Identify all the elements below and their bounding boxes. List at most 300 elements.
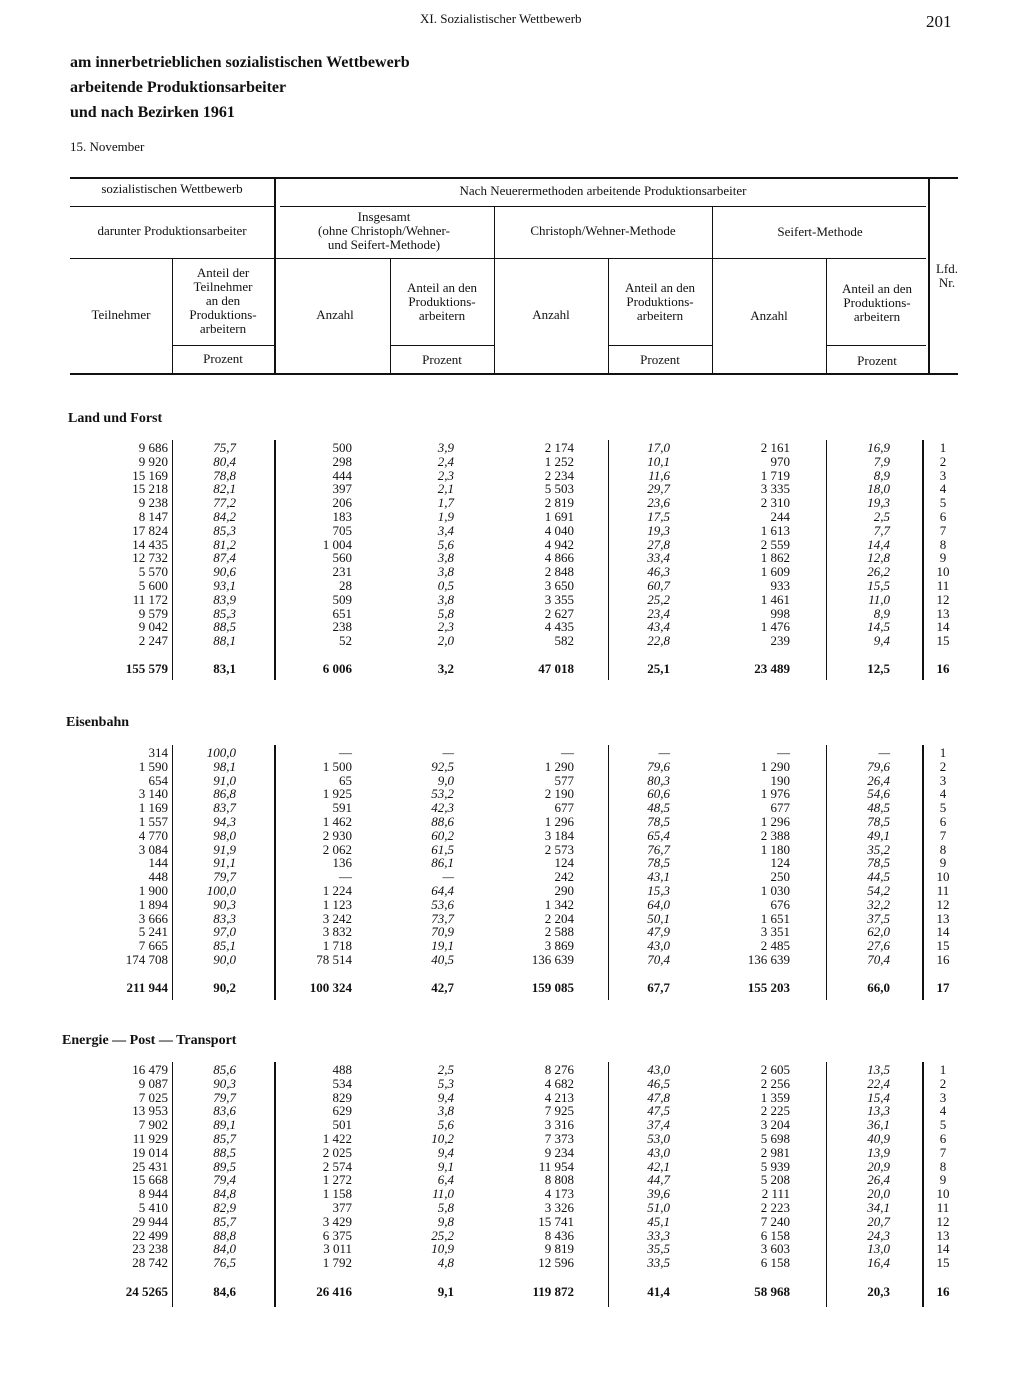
cell-lfd-nr: 13 — [936, 605, 950, 621]
cell-teilnehmer: 5 600 — [138, 578, 168, 593]
cell-insgesamt-anteil: 9,4 — [437, 1144, 454, 1160]
cell-christoph-anzahl: 2 174 — [544, 440, 574, 455]
cell-insgesamt-anteil: 5,6 — [437, 536, 454, 552]
body-divider-s3-lfd — [922, 1062, 924, 1307]
cell-christoph-anteil: 25,2 — [647, 591, 670, 607]
cell-anteil-teilnehmer: 98,1 — [213, 758, 236, 774]
cell-lfd-nr: 14 — [936, 619, 950, 635]
cell-anteil-teilnehmer: 93,1 — [213, 578, 236, 593]
anteil-3-line-3: arbeitern — [853, 309, 901, 324]
cell-anteil-teilnehmer: 85,6 — [213, 1062, 236, 1077]
cell-teilnehmer: 15 169 — [132, 467, 168, 483]
total-cell-teilnehmer: 24 5265 — [125, 1284, 168, 1299]
cell-insgesamt-anteil: 9,4 — [437, 1089, 454, 1105]
cell-teilnehmer: 9 042 — [138, 619, 168, 635]
cell-teilnehmer: 25 431 — [132, 1158, 168, 1174]
cell-teilnehmer: 3 666 — [138, 910, 168, 926]
total-cell-seifert-anteil: 20,3 — [867, 1284, 890, 1299]
cell-insgesamt-anzahl: 1 123 — [322, 896, 352, 912]
cell-seifert-anzahl: 998 — [770, 605, 790, 621]
cell-anteil-teilnehmer: 88,1 — [213, 633, 236, 649]
cell-insgesamt-anteil: 42,3 — [431, 800, 454, 816]
cell-insgesamt-anteil: 64,4 — [431, 883, 454, 898]
cell-insgesamt-anteil: 86,1 — [431, 855, 454, 871]
cell-seifert-anzahl: 676 — [770, 896, 790, 912]
total-cell-insgesamt-anteil: 3,2 — [437, 661, 454, 676]
cell-seifert-anzahl: 3 603 — [760, 1241, 790, 1257]
cell-christoph-anzahl: 1 691 — [544, 509, 574, 524]
cell-seifert-anteil: 26,4 — [867, 1172, 890, 1188]
anteil-1-line-1: Anteil an den — [406, 280, 478, 295]
cell-insgesamt-anzahl: 2 062 — [322, 841, 352, 857]
anteil-t-line-1: Anteil der — [196, 265, 250, 280]
anteil-1-line-3: arbeitern — [418, 308, 466, 323]
cell-christoph-anzahl: 3 650 — [544, 578, 574, 593]
cell-seifert-anzahl: 3 204 — [760, 1117, 790, 1133]
cell-anteil-teilnehmer: 89,1 — [213, 1117, 236, 1133]
cell-insgesamt-anteil: 5,6 — [437, 1117, 454, 1133]
prozent-label-3: Prozent — [640, 352, 680, 367]
cell-teilnehmer: 5 241 — [138, 924, 168, 940]
cell-teilnehmer: 1 894 — [138, 896, 168, 912]
cell-lfd-nr: 7 — [939, 522, 947, 538]
cell-teilnehmer: 11 172 — [132, 591, 168, 607]
cell-anteil-teilnehmer: 85,3 — [213, 522, 236, 538]
cell-lfd-nr: 13 — [936, 910, 950, 926]
cell-lfd-nr: 1 — [939, 745, 947, 760]
header-lfd-nr — [930, 262, 964, 290]
cell-seifert-anzahl: 1 461 — [760, 591, 790, 607]
cell-seifert-anzahl: 2 559 — [760, 536, 790, 552]
total-cell-christoph-anzahl: 159 085 — [531, 980, 574, 995]
cell-teilnehmer: 15 668 — [132, 1172, 168, 1188]
cell-seifert-anteil: 24,3 — [867, 1227, 890, 1243]
cell-teilnehmer: 654 — [148, 772, 168, 788]
cell-christoph-anzahl: 2 627 — [544, 605, 574, 621]
cell-anteil-teilnehmer: 83,6 — [213, 1103, 236, 1119]
cell-seifert-anzahl: 2 485 — [760, 938, 790, 954]
cell-teilnehmer: 29 944 — [132, 1213, 168, 1229]
cell-christoph-anzahl: 9 819 — [544, 1241, 574, 1257]
cell-lfd-nr: 3 — [939, 1089, 947, 1105]
cell-anteil-teilnehmer: 89,5 — [213, 1158, 236, 1174]
cell-seifert-anzahl: 136 639 — [747, 952, 790, 967]
cell-christoph-anteil: 60,6 — [647, 786, 670, 802]
cell-insgesamt-anzahl: 705 — [332, 522, 352, 538]
cell-insgesamt-anteil: — — [442, 869, 454, 885]
cell-christoph-anteil: 11,6 — [648, 467, 670, 483]
total-cell-insgesamt-anzahl: 100 324 — [309, 980, 352, 995]
cell-christoph-anzahl: 3 355 — [544, 591, 574, 607]
prozent-label-2: Prozent — [422, 352, 462, 367]
cell-christoph-anteil: 43,0 — [647, 1062, 670, 1077]
cell-insgesamt-anteil: 88,6 — [431, 814, 454, 829]
cell-seifert-anteil: 37,5 — [867, 910, 890, 926]
cell-christoph-anteil: 70,4 — [647, 952, 670, 967]
cell-insgesamt-anteil: 9,1 — [437, 1158, 454, 1174]
cell-lfd-nr: 13 — [936, 1227, 950, 1243]
cell-seifert-anzahl: 2 225 — [760, 1103, 790, 1119]
cell-christoph-anzahl: 677 — [554, 800, 574, 816]
cell-seifert-anzahl: 1 180 — [760, 841, 790, 857]
cell-lfd-nr: 6 — [939, 509, 947, 524]
cell-seifert-anteil: 13,3 — [867, 1103, 890, 1119]
cell-christoph-anteil: 43,4 — [647, 619, 670, 635]
cell-teilnehmer: 1 169 — [138, 800, 168, 816]
cell-teilnehmer: 448 — [148, 869, 168, 885]
header-anteil-teilnehmer — [172, 266, 274, 336]
header-anzahl-3: Anzahl — [750, 308, 788, 323]
cell-insgesamt-anzahl: 651 — [332, 605, 352, 621]
cell-christoph-anzahl: 242 — [554, 869, 574, 885]
cell-insgesamt-anzahl: 534 — [332, 1075, 352, 1091]
cell-christoph-anteil: 47,9 — [647, 924, 670, 940]
cell-insgesamt-anzahl: 829 — [332, 1089, 352, 1105]
total-cell-seifert-anteil: 66,0 — [867, 980, 890, 995]
cell-insgesamt-anzahl: 1 925 — [322, 786, 352, 802]
cell-insgesamt-anteil: 2,5 — [437, 1062, 454, 1077]
cell-insgesamt-anzahl: 1 422 — [322, 1131, 352, 1146]
cell-teilnehmer: 7 665 — [138, 938, 168, 954]
cell-insgesamt-anzahl: 52 — [339, 633, 352, 649]
cell-seifert-anteil: 35,2 — [867, 841, 890, 857]
cell-christoph-anzahl: 11 954 — [538, 1158, 574, 1174]
cell-christoph-anzahl: 4 866 — [544, 550, 574, 566]
cell-christoph-anzahl: 2 204 — [544, 910, 574, 926]
cell-teilnehmer: 4 770 — [138, 827, 168, 843]
total-cell-teilnehmer: 155 579 — [125, 661, 168, 676]
cell-lfd-nr: 10 — [936, 869, 950, 885]
cell-teilnehmer: 3 140 — [138, 786, 168, 802]
cell-insgesamt-anzahl: 560 — [332, 550, 352, 566]
cell-anteil-teilnehmer: 87,4 — [213, 550, 236, 566]
total-cell-teilnehmer: 211 944 — [126, 980, 168, 995]
total-cell-anteil-teilnehmer: 90,2 — [213, 980, 236, 995]
cell-seifert-anteil: 26,2 — [867, 564, 890, 580]
cell-seifert-anzahl: 2 981 — [760, 1144, 790, 1160]
cell-lfd-nr: 10 — [936, 1186, 950, 1202]
cell-insgesamt-anzahl: — — [339, 745, 352, 760]
total-cell-anteil-teilnehmer: 83,1 — [213, 661, 236, 676]
cell-anteil-teilnehmer: 83,9 — [213, 591, 236, 607]
cell-lfd-nr: 1 — [939, 440, 947, 455]
cell-christoph-anteil: 53,0 — [647, 1131, 670, 1146]
cell-anteil-teilnehmer: 78,8 — [213, 467, 236, 483]
cell-insgesamt-anteil: 3,8 — [437, 564, 454, 580]
cell-insgesamt-anteil: 11,0 — [432, 1186, 454, 1202]
cell-christoph-anteil: 39,6 — [647, 1186, 670, 1202]
cell-christoph-anteil: 78,5 — [647, 855, 670, 871]
cell-teilnehmer: 9 920 — [138, 453, 168, 469]
cell-seifert-anteil: 7,9 — [873, 453, 890, 469]
cell-christoph-anzahl: 124 — [554, 855, 574, 871]
cell-lfd-nr: 11 — [936, 578, 950, 593]
cell-insgesamt-anteil: 40,5 — [431, 952, 454, 967]
cell-seifert-anteil: 78,5 — [867, 814, 890, 829]
cell-anteil-teilnehmer: 100,0 — [206, 745, 236, 760]
cell-anteil-teilnehmer: 88,5 — [213, 1144, 236, 1160]
cell-seifert-anteil: 40,9 — [867, 1131, 890, 1146]
anteil-3-line-1: Anteil an den — [841, 281, 913, 296]
cell-christoph-anzahl: 3 326 — [544, 1200, 574, 1215]
cell-teilnehmer: 16 479 — [132, 1062, 168, 1077]
cell-christoph-anzahl: 582 — [554, 633, 574, 649]
header-insgesamt — [276, 210, 492, 252]
cell-insgesamt-anzahl: 591 — [332, 800, 352, 816]
cell-insgesamt-anzahl: 231 — [332, 564, 352, 580]
section-title-land-und-forst: Land und Forst — [68, 411, 163, 426]
cell-lfd-nr: 15 — [936, 1255, 950, 1271]
cell-christoph-anteil: 43,0 — [647, 938, 670, 954]
cell-seifert-anzahl: 1 862 — [760, 550, 790, 566]
cell-lfd-nr: 8 — [939, 536, 947, 552]
cell-lfd-nr: 14 — [936, 1241, 950, 1257]
cell-christoph-anzahl: 1 290 — [544, 758, 574, 774]
cell-seifert-anteil: 13,9 — [867, 1144, 890, 1160]
cell-anteil-teilnehmer: 91,1 — [213, 855, 236, 871]
cell-insgesamt-anzahl: 1 272 — [322, 1172, 352, 1188]
cell-insgesamt-anteil: 0,5 — [437, 578, 454, 593]
cell-seifert-anteil: 13,5 — [867, 1062, 890, 1077]
total-cell-christoph-anteil: 41,4 — [647, 1284, 670, 1299]
header-anzahl-1: Anzahl — [316, 307, 354, 322]
cell-teilnehmer: 8 944 — [138, 1186, 168, 1202]
cell-christoph-anteil: 43,0 — [647, 1144, 670, 1160]
cell-seifert-anteil: 34,1 — [867, 1200, 890, 1215]
cell-insgesamt-anzahl: — — [339, 869, 352, 885]
cell-insgesamt-anzahl: 1 500 — [322, 758, 352, 774]
cell-lfd-nr: 12 — [936, 896, 950, 912]
anteil-t-line-4: Produktions- — [189, 307, 257, 322]
cell-seifert-anzahl: 933 — [770, 578, 790, 593]
cell-christoph-anteil: 46,3 — [647, 564, 670, 580]
cell-anteil-teilnehmer: 85,7 — [213, 1131, 236, 1146]
cell-insgesamt-anzahl: 1 004 — [322, 536, 352, 552]
total-cell-insgesamt-anteil: 42,7 — [431, 980, 454, 995]
cell-insgesamt-anteil: 4,8 — [437, 1255, 454, 1271]
cell-insgesamt-anteil: 2,3 — [437, 619, 454, 635]
cell-lfd-nr: 2 — [939, 453, 947, 469]
cell-seifert-anteil: 20,9 — [867, 1158, 890, 1174]
cell-teilnehmer: 2 247 — [138, 633, 168, 649]
cell-insgesamt-anteil: 1,9 — [437, 509, 454, 524]
cell-anteil-teilnehmer: 84,8 — [213, 1186, 236, 1202]
cell-seifert-anzahl: 677 — [770, 800, 790, 816]
cell-seifert-anzahl: 1 296 — [760, 814, 790, 829]
cell-lfd-nr: 5 — [939, 495, 947, 511]
cell-christoph-anzahl: 4 682 — [544, 1075, 574, 1091]
cell-teilnehmer: 12 732 — [132, 550, 168, 566]
cell-insgesamt-anteil: 10,2 — [431, 1131, 454, 1146]
anteil-t-line-3: an den — [205, 293, 241, 308]
cell-christoph-anteil: 33,3 — [647, 1227, 670, 1243]
cell-teilnehmer: 1 590 — [138, 758, 168, 774]
cell-christoph-anteil: 51,0 — [647, 1200, 670, 1215]
cell-insgesamt-anteil: 2,0 — [437, 633, 454, 649]
cell-insgesamt-anteil: 3,8 — [437, 550, 454, 566]
cell-lfd-nr: 15 — [936, 633, 950, 649]
cell-lfd-nr: 5 — [939, 800, 947, 816]
cell-christoph-anzahl: 1 252 — [544, 453, 574, 469]
cell-seifert-anzahl: — — [777, 745, 790, 760]
cell-insgesamt-anzahl: 3 011 — [323, 1241, 352, 1257]
cell-seifert-anteil: 54,6 — [867, 786, 890, 802]
cell-seifert-anteil: — — [878, 745, 890, 760]
cell-seifert-anteil: 70,4 — [867, 952, 890, 967]
cell-christoph-anteil: 76,7 — [647, 841, 670, 857]
cell-teilnehmer: 9 238 — [138, 495, 168, 511]
cell-christoph-anzahl: 577 — [554, 772, 574, 788]
cell-insgesamt-anteil: 53,2 — [431, 786, 454, 802]
cell-teilnehmer: 1 557 — [138, 814, 168, 829]
cell-seifert-anzahl: 2 388 — [760, 827, 790, 843]
body-divider-s2-lfd — [922, 745, 924, 1000]
cell-christoph-anteil: 48,5 — [647, 800, 670, 816]
cell-lfd-nr: 12 — [936, 591, 950, 607]
cell-lfd-nr: 11 — [936, 1200, 950, 1215]
cell-insgesamt-anzahl: 136 — [332, 855, 352, 871]
cell-christoph-anzahl: 8 808 — [544, 1172, 574, 1188]
anteil-t-line-5: arbeitern — [199, 321, 247, 336]
cell-seifert-anzahl: 1 476 — [760, 619, 790, 635]
cell-anteil-teilnehmer: 94,3 — [213, 814, 236, 829]
cell-christoph-anteil: 33,4 — [647, 550, 670, 566]
cell-christoph-anteil: 15,3 — [647, 883, 670, 898]
cell-anteil-teilnehmer: 84,2 — [213, 509, 236, 524]
cell-seifert-anzahl: 5 939 — [760, 1158, 790, 1174]
prozent-rule-2 — [390, 345, 494, 346]
total-cell-seifert-anzahl: 155 203 — [747, 980, 790, 995]
cell-anteil-teilnehmer: 85,7 — [213, 1213, 236, 1229]
cell-teilnehmer: 9 686 — [138, 440, 168, 455]
anteil-2-line-3: arbeitern — [636, 308, 684, 323]
cell-seifert-anteil: 9,4 — [873, 633, 890, 649]
cell-christoph-anzahl: 1 296 — [544, 814, 574, 829]
cell-insgesamt-anteil: 70,9 — [431, 924, 454, 940]
cell-teilnehmer: 13 953 — [132, 1103, 168, 1119]
header-divider-main — [274, 178, 276, 374]
cell-lfd-nr: 15 — [936, 938, 950, 954]
total-cell-christoph-anzahl: 47 018 — [538, 661, 574, 676]
cell-insgesamt-anteil: 3,8 — [437, 591, 454, 607]
cell-insgesamt-anteil: 3,4 — [437, 522, 454, 538]
cell-christoph-anteil: 17,5 — [647, 509, 670, 524]
cell-teilnehmer: 7 025 — [138, 1089, 168, 1105]
cell-insgesamt-anzahl: 3 242 — [322, 910, 352, 926]
cell-insgesamt-anzahl: 1 718 — [322, 938, 352, 954]
prozent-label-1: Prozent — [203, 351, 243, 366]
cell-insgesamt-anzahl: 488 — [332, 1062, 352, 1077]
anteil-2-line-1: Anteil an den — [624, 280, 696, 295]
cell-seifert-anteil: 14,4 — [867, 536, 890, 552]
cell-seifert-anzahl: 2 605 — [760, 1062, 790, 1077]
cell-teilnehmer: 8 147 — [138, 509, 168, 524]
section-title-energie-post-transport: Energie — Post — Transport — [62, 1033, 237, 1048]
lfd-line-2: Nr. — [938, 275, 956, 290]
title-line-2: arbeitende Produktionsarbeiter — [70, 79, 287, 96]
cell-insgesamt-anzahl: 3 429 — [322, 1213, 352, 1229]
cell-teilnehmer: 22 499 — [132, 1227, 168, 1243]
cell-anteil-teilnehmer: 97,0 — [213, 924, 236, 940]
total-cell-lfd-nr: 17 — [936, 980, 950, 995]
cell-insgesamt-anzahl: 444 — [332, 467, 352, 483]
prozent-label-4: Prozent — [857, 353, 897, 368]
cell-insgesamt-anteil: 60,2 — [431, 827, 454, 843]
cell-christoph-anzahl: 7 925 — [544, 1103, 574, 1119]
cell-teilnehmer: 17 824 — [132, 522, 168, 538]
cell-lfd-nr: 8 — [939, 841, 947, 857]
cell-seifert-anteil: 49,1 — [867, 827, 890, 843]
cell-teilnehmer: 11 929 — [132, 1131, 168, 1146]
cell-seifert-anzahl: 2 223 — [760, 1200, 790, 1215]
cell-lfd-nr: 10 — [936, 564, 950, 580]
cell-seifert-anzahl: 1 359 — [760, 1089, 790, 1105]
total-cell-anteil-teilnehmer: 84,6 — [213, 1284, 236, 1299]
cell-insgesamt-anteil: 9,8 — [437, 1213, 454, 1229]
cell-seifert-anteil: 8,9 — [873, 467, 890, 483]
cell-seifert-anzahl: 1 609 — [760, 564, 790, 580]
cell-lfd-nr: 9 — [939, 550, 947, 566]
cell-insgesamt-anteil: 53,6 — [431, 896, 454, 912]
header-bottom-rule — [70, 373, 958, 375]
lfd-line-1: Lfd. — [935, 261, 959, 276]
cell-seifert-anteil: 8,9 — [873, 605, 890, 621]
cell-seifert-anzahl: 1 613 — [760, 522, 790, 538]
header-rule-left — [70, 206, 274, 207]
cell-christoph-anteil: 80,3 — [647, 772, 670, 788]
cell-christoph-anteil: 29,7 — [647, 481, 670, 497]
cell-insgesamt-anzahl: 397 — [332, 481, 352, 497]
insgesamt-line-3: und Seifert-Methode) — [327, 237, 441, 252]
cell-insgesamt-anzahl: 2 930 — [322, 827, 352, 843]
cell-christoph-anteil: 46,5 — [647, 1075, 670, 1091]
cell-lfd-nr: 14 — [936, 924, 950, 940]
header-sub-left: darunter Produktionsarbeiter — [97, 223, 247, 238]
cell-christoph-anzahl: 2 234 — [544, 467, 574, 483]
prozent-rule-4 — [826, 345, 926, 346]
header-group-right: Nach Neuerermethoden arbeitende Produktionsarbeiter — [459, 183, 747, 198]
cell-christoph-anzahl: — — [561, 745, 574, 760]
cell-anteil-teilnehmer: 75,7 — [213, 440, 236, 455]
total-cell-insgesamt-anzahl: 6 006 — [322, 661, 352, 676]
cell-insgesamt-anteil: 19,1 — [431, 938, 454, 954]
cell-anteil-teilnehmer: 82,1 — [213, 481, 236, 497]
cell-insgesamt-anteil: 2,3 — [437, 467, 454, 483]
cell-christoph-anzahl: 290 — [554, 883, 574, 898]
cell-anteil-teilnehmer: 86,8 — [213, 786, 236, 802]
cell-anteil-teilnehmer: 82,9 — [213, 1200, 236, 1215]
cell-insgesamt-anteil: 2,1 — [437, 481, 454, 497]
cell-anteil-teilnehmer: 77,2 — [213, 495, 236, 511]
total-cell-christoph-anteil: 67,7 — [647, 980, 670, 995]
body-divider-s1-lfd — [922, 440, 924, 680]
cell-seifert-anteil: 26,4 — [867, 772, 890, 788]
header-group-left: sozialistischen Wettbewerb — [101, 181, 243, 196]
cell-christoph-anzahl: 4 435 — [544, 619, 574, 635]
cell-christoph-anzahl: 136 639 — [531, 952, 574, 967]
cell-christoph-anzahl: 5 503 — [544, 481, 574, 497]
cell-insgesamt-anzahl: 6 375 — [322, 1227, 352, 1243]
cell-christoph-anzahl: 9 234 — [544, 1144, 574, 1160]
cell-seifert-anteil: 62,0 — [867, 924, 890, 940]
cell-seifert-anteil: 44,5 — [867, 869, 890, 885]
cell-lfd-nr: 9 — [939, 1172, 947, 1188]
cell-seifert-anteil: 7,7 — [873, 522, 890, 538]
cell-teilnehmer: 3 084 — [138, 841, 168, 857]
cell-christoph-anteil: 22,8 — [647, 633, 670, 649]
cell-insgesamt-anteil: 3,8 — [437, 1103, 454, 1119]
cell-seifert-anzahl: 5 208 — [760, 1172, 790, 1188]
